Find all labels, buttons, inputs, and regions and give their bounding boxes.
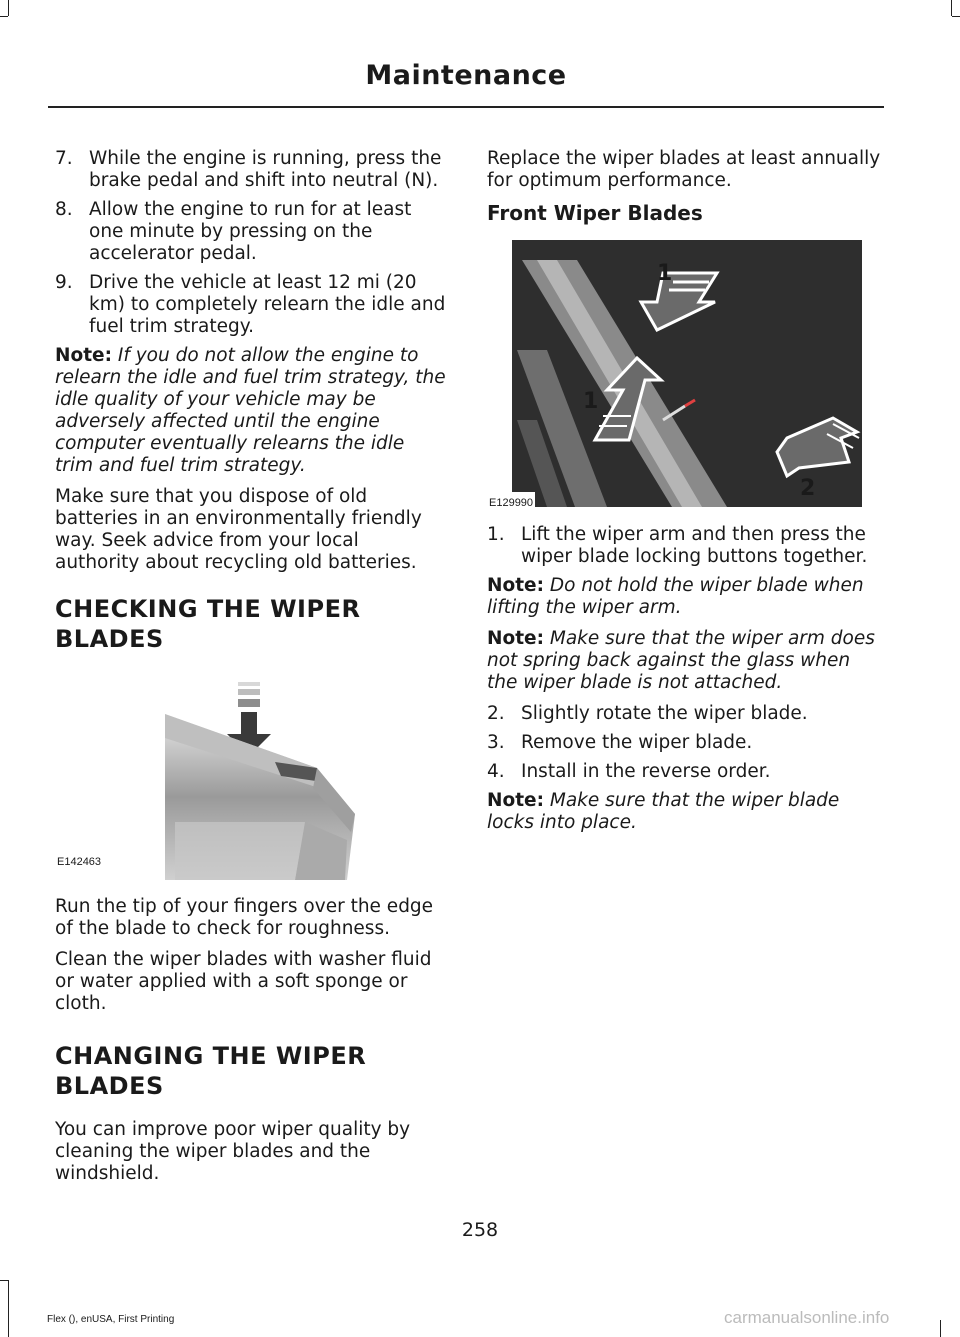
step-text: Lift the wiper arm and then press the wiper blade locking buttons together.: [521, 524, 868, 567]
step-text: Allow the engine to run for at least one minute by pressing on the accelerator pedal.: [89, 199, 412, 264]
figure-code: E142463: [57, 856, 102, 868]
step-number: 7.: [55, 148, 73, 169]
roughness-paragraph: Run the tip of your fingers over the edge of the blade to check for roughness.: [55, 896, 434, 939]
wiper-blade-figure: [55, 672, 447, 882]
list-item: [487, 524, 882, 568]
step-text: While the engine is running, press the brake pedal and shift into neutral (N).: [89, 148, 442, 191]
crop-mark: [940, 1320, 941, 1337]
page-title: Maintenance: [365, 60, 567, 91]
note-text: Make sure that the wiper blade locks into place.: [487, 790, 840, 833]
section-heading-changing: CHANGING THE WIPER BLADES: [55, 1042, 367, 1100]
crop-mark: [0, 1280, 8, 1281]
crop-mark: [952, 16, 960, 17]
step-text: Drive the vehicle at least 12 mi (20 km) to completely relearn the idle and fuel trim strategy.: [89, 272, 446, 337]
list-item: [487, 732, 882, 754]
page-number: 258: [461, 1219, 499, 1241]
callout-label: 1: [657, 261, 673, 286]
note-text: Do not hold the wiper blade when lifting the wiper arm.: [487, 575, 864, 618]
note: [487, 628, 882, 694]
step-number: 4.: [487, 761, 505, 782]
list-item: [487, 761, 882, 783]
note-text: Make sure that the wiper arm does not spring back against the glass when the wiper blade is not attached.: [487, 628, 875, 693]
replace-paragraph: Replace the wiper blades at least annually for optimum performance.: [487, 148, 881, 191]
note: [487, 790, 882, 834]
crop-mark: [8, 0, 9, 16]
step-text: Remove the wiper blade.: [521, 732, 753, 753]
step-text: Slightly rotate the wiper blade.: [521, 703, 808, 724]
figure-code: E129990: [489, 492, 535, 514]
crop-mark: [8, 1280, 9, 1337]
callout-label: 1: [583, 389, 599, 414]
step-number: 1.: [487, 524, 505, 545]
watermark: carmanualsonline.info: [724, 1308, 890, 1327]
callout-label: 2: [800, 476, 816, 501]
list-item: [55, 272, 447, 338]
note: [487, 575, 882, 619]
step-number: 3.: [487, 732, 505, 753]
list-item: [55, 148, 447, 192]
footer-meta: Flex (), enUSA, First Printing: [47, 1314, 175, 1325]
list-item: [55, 199, 447, 265]
step-text: Install in the reverse order.: [521, 761, 771, 782]
header-divider: [48, 106, 884, 108]
front-wiper-illustration: [487, 240, 882, 510]
step-number: 8.: [55, 199, 73, 220]
front-wiper-figure: [487, 240, 882, 510]
clean-paragraph: Clean the wiper blades with washer fluid or water applied with a soft sponge or cloth.: [55, 949, 432, 1014]
list-item: [487, 703, 882, 725]
note-label: Note:: [487, 790, 544, 811]
crop-mark: [0, 16, 8, 17]
right-column: [487, 148, 882, 843]
note: [55, 345, 447, 477]
note-label: Note:: [55, 345, 112, 366]
note-label: Note:: [487, 628, 544, 649]
batteries-paragraph: Make sure that you dispose of old batteries in an environmentally friendly way. Seek advice from your local authority about recycling old batteries.: [55, 486, 422, 573]
step-number: 9.: [55, 272, 73, 293]
note-text: If you do not allow the engine to relearn the idle and fuel trim strategy, the idle quality of your vehicle may be adversely affected until the engine computer eventually relearns the idle trim and fuel trim strategy.: [55, 345, 446, 476]
left-column: [55, 148, 447, 1194]
section-heading-checking: CHECKING THE WIPER BLADES: [55, 595, 361, 653]
crop-mark: [951, 0, 952, 16]
subheading-front-wiper: Front Wiper Blades: [487, 201, 703, 225]
note-label: Note:: [487, 575, 544, 596]
improve-paragraph: You can improve poor wiper quality by cleaning the wiper blades and the windshield.: [55, 1119, 411, 1184]
step-number: 2.: [487, 703, 505, 724]
wiper-blade-illustration: [55, 672, 447, 882]
